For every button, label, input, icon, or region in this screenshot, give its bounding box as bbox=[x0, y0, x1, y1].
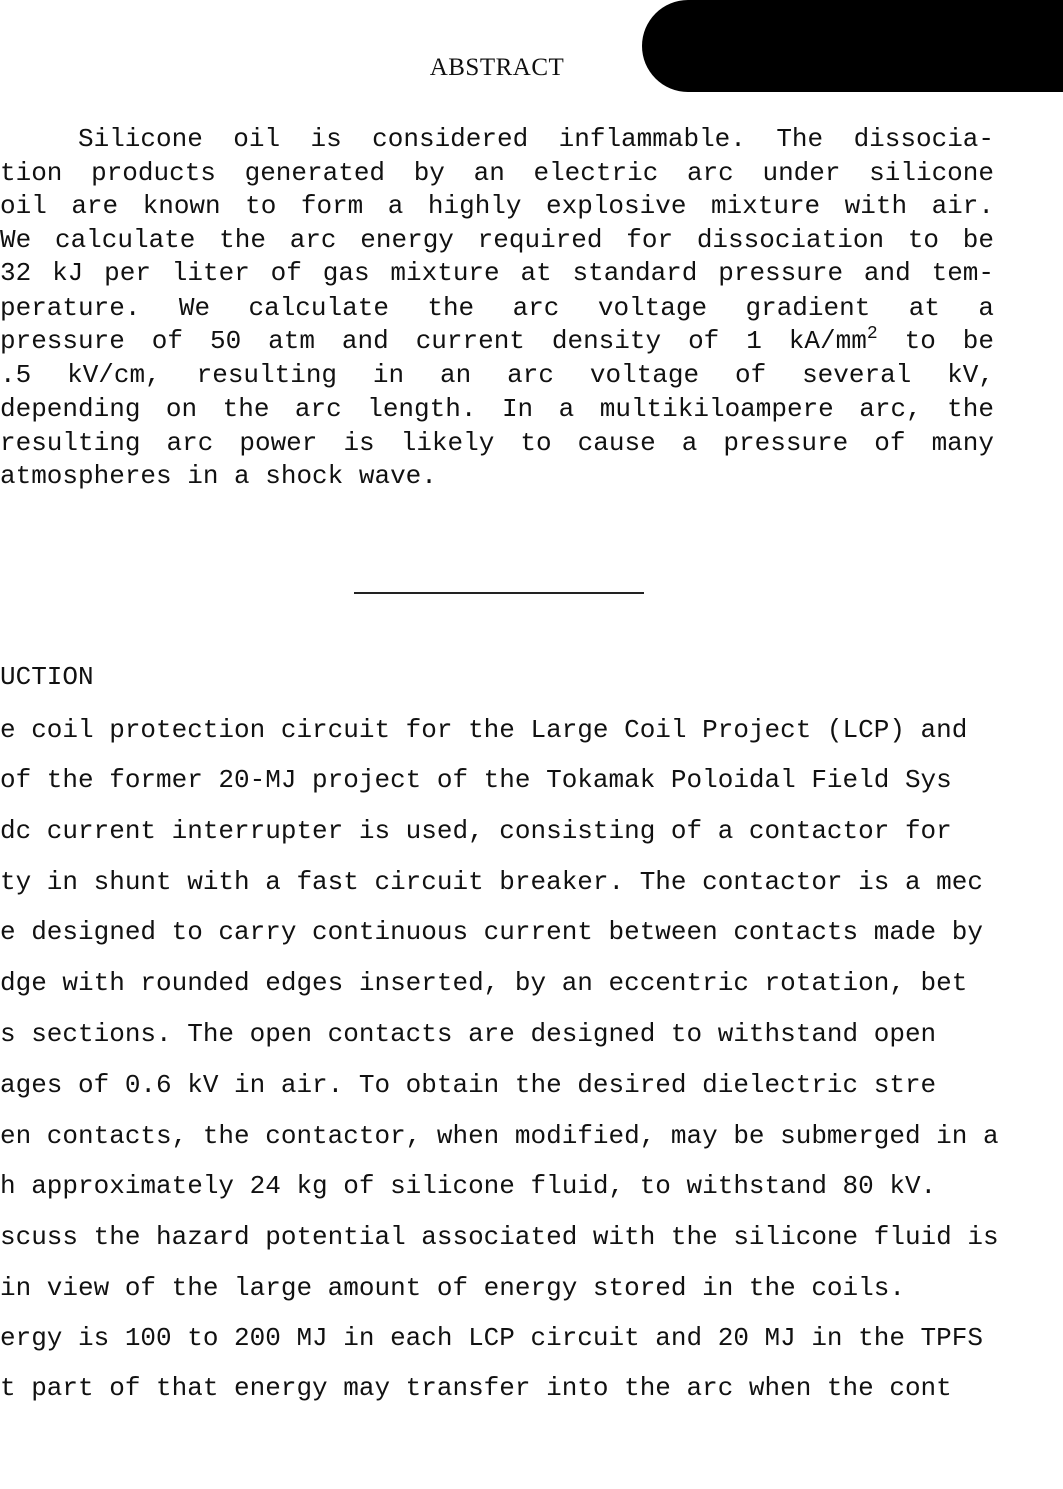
section-heading: UCTION bbox=[0, 662, 94, 692]
abstract-line: perature. We calculate the arc voltage gradient at a bbox=[0, 293, 994, 323]
body-line: h approximately 24 kg of silicone fluid, to withstand 80 kV. bbox=[0, 1171, 937, 1201]
body-line: e designed to carry continuous current between contacts made by bbox=[0, 917, 983, 947]
abstract-line-text: pressure of 50 atm and current density of 1 kA/mm bbox=[0, 326, 867, 356]
body-line: scuss the hazard potential associated with the silicone fluid is bbox=[0, 1222, 999, 1252]
body-line: ages of 0.6 kV in air. To obtain the desired dielectric stre bbox=[0, 1070, 937, 1100]
superscript: 2 bbox=[866, 324, 878, 344]
abstract-line: depending on the arc length. In a multikiloampere arc, the bbox=[0, 394, 994, 424]
body-line: dge with rounded edges inserted, by an eccentric rotation, bet bbox=[0, 968, 968, 998]
abstract-line-tail: to be bbox=[904, 326, 995, 356]
body-line: s sections. The open contacts are designed to withstand open bbox=[0, 1019, 937, 1049]
abstract-line: .5 kV/cm, resulting in an arc voltage of several kV, bbox=[0, 360, 994, 390]
abstract-line: We calculate the arc energy required for dissociation to be bbox=[0, 225, 994, 255]
abstract-line: atmospheres in a shock wave. bbox=[0, 461, 437, 491]
abstract-line: oil are known to form a highly explosive mixture with air. bbox=[0, 191, 994, 221]
abstract-heading: ABSTRACT bbox=[429, 54, 565, 81]
body-line: ergy is 100 to 200 MJ in each LCP circuit and 20 MJ in the TPFS bbox=[0, 1323, 983, 1353]
body-line: t part of that energy may transfer into the arc when the cont bbox=[0, 1373, 952, 1403]
abstract-line: Silicone oil is considered inflammable. The dissocia- bbox=[78, 124, 994, 154]
abstract-line: resulting arc power is likely to cause a pressure of many bbox=[0, 428, 994, 458]
abstract-line bbox=[0, 324, 995, 356]
body-line: e coil protection circuit for the Large Coil Project (LCP) and bbox=[0, 715, 968, 745]
abstract-line: 32 kJ per liter of gas mixture at standard pressure and tem- bbox=[0, 258, 994, 288]
body-line: dc current interrupter is used, consisting of a contactor for bbox=[0, 816, 952, 846]
abstract-line: tion products generated by an electric arc under silicone bbox=[0, 158, 994, 188]
body-line: of the former 20-MJ project of the Tokamak Poloidal Field Sys bbox=[0, 765, 952, 795]
body-line: ty in shunt with a fast circuit breaker. The contactor is a mec bbox=[0, 867, 983, 897]
body-line: in view of the large amount of energy stored in the coils. bbox=[0, 1273, 905, 1303]
section-divider bbox=[354, 592, 644, 594]
body-line: en contacts, the contactor, when modified, may be submerged in a bbox=[0, 1121, 999, 1151]
